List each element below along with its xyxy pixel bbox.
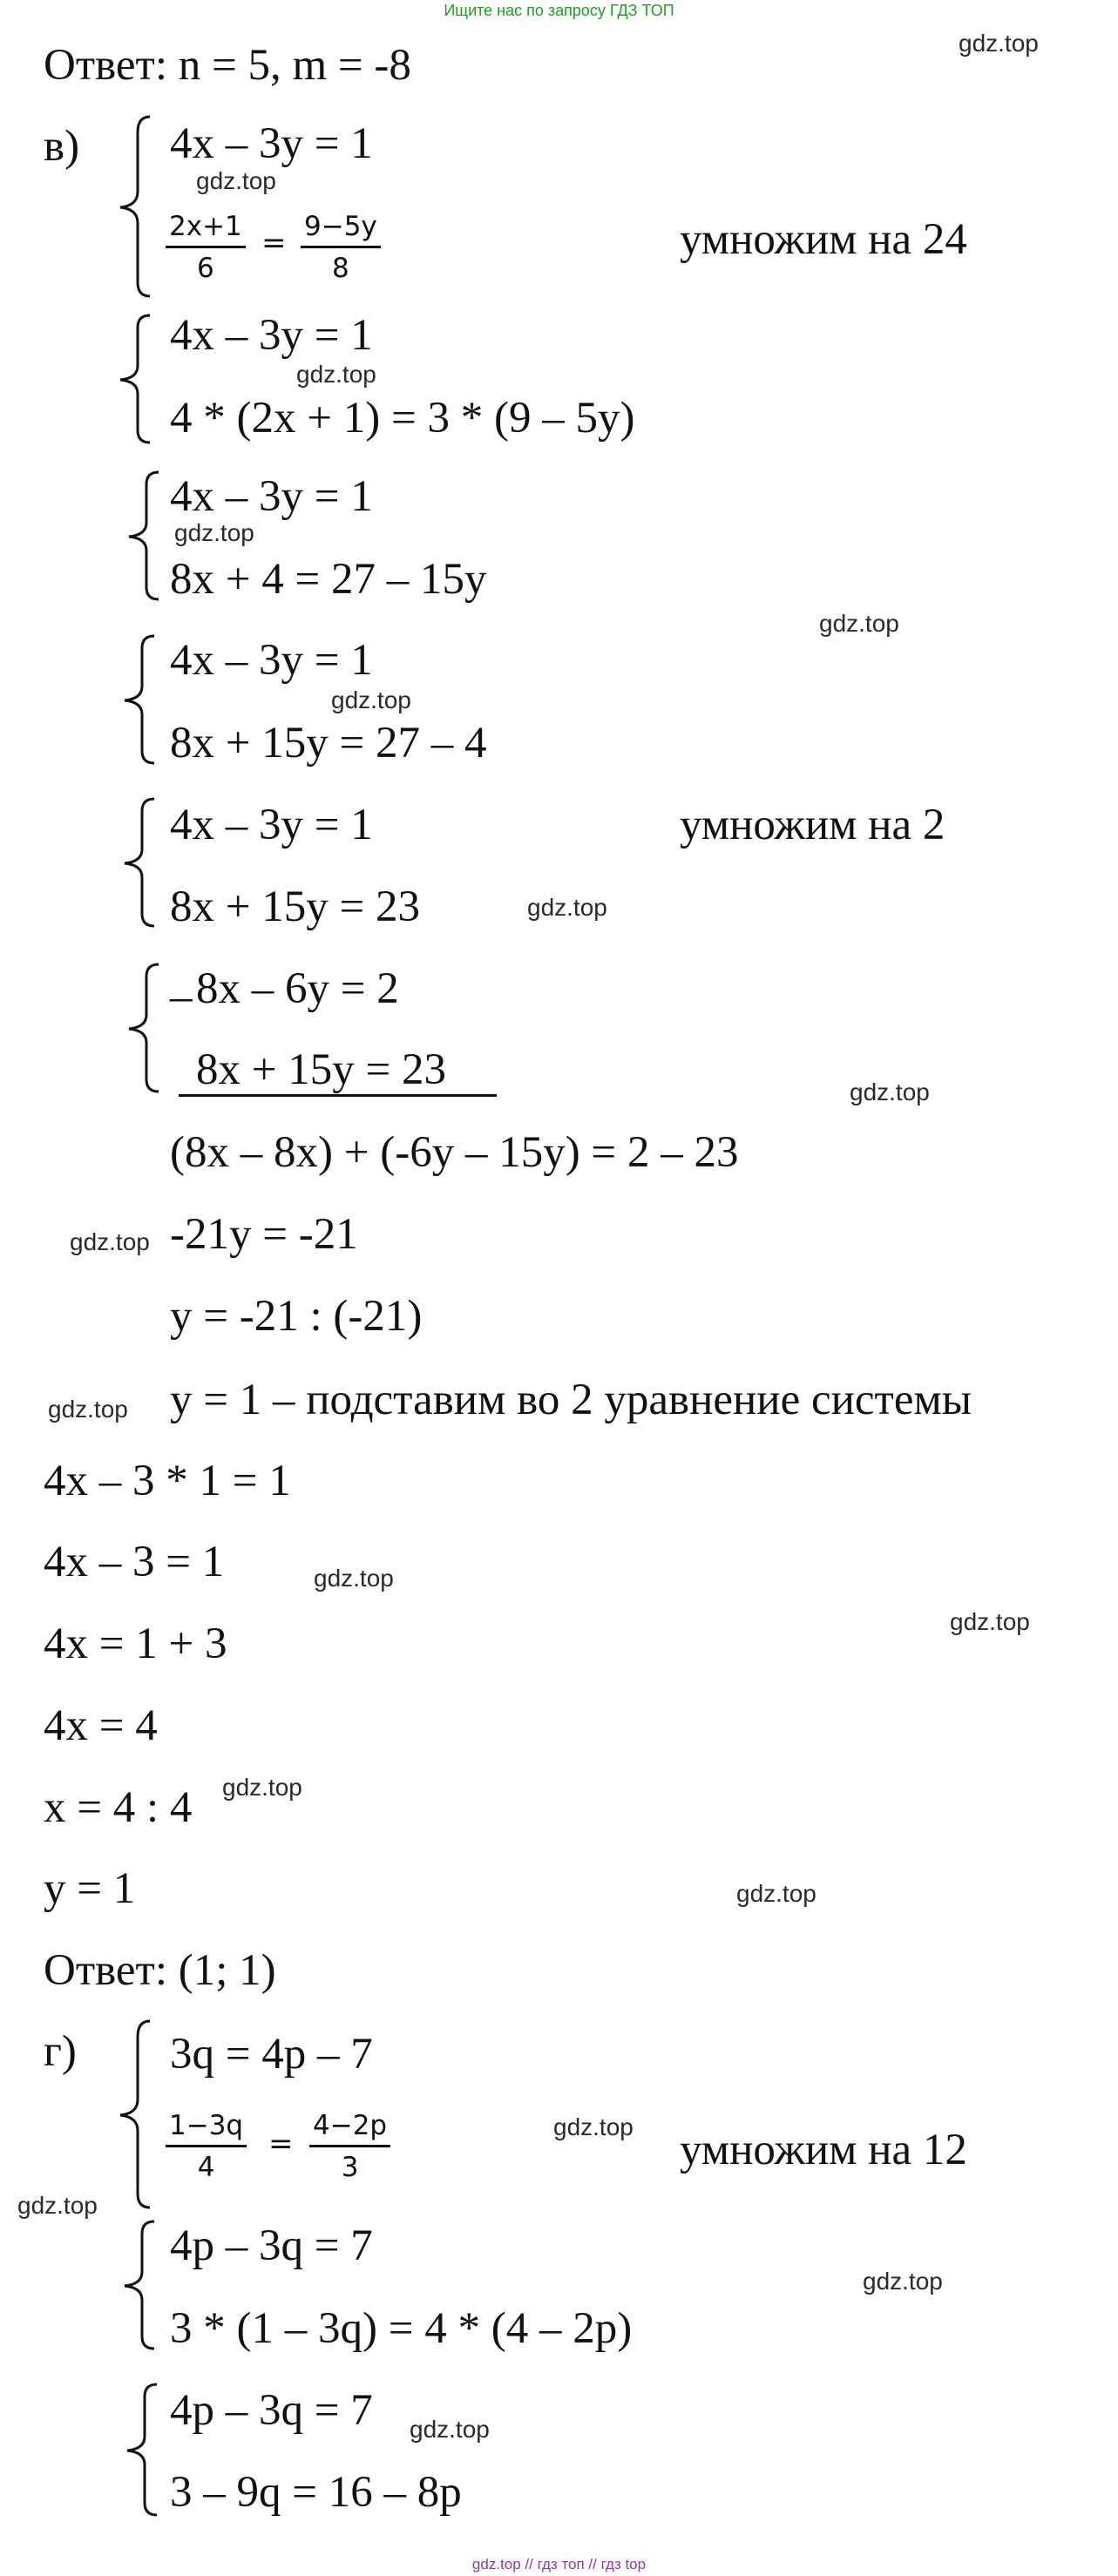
watermark: gdz.top [959,30,1039,57]
v-result-line5: 4x – 3 = 1 [44,1538,225,1586]
part-v-label: в) [44,122,80,171]
g-multiply-12-note: умножим на 12 [680,2126,967,2174]
v-multiply-24-note: умножим на 24 [680,215,967,264]
v-fraction-left-denominator: 6 [197,253,214,284]
g-system3-line1: 4p – 3q = 7 [170,2386,373,2435]
watermark: gdz.top [296,361,376,388]
g-fraction-left-numerator: 1−3q [169,2110,244,2141]
watermark: gdz.top [819,610,899,637]
watermark: gdz.top [222,1774,302,1801]
v-system6-line1: 8x – 6y = 2 [196,964,399,1013]
footer-note: gdz.top // гдз топ // гдз top [471,2556,647,2573]
watermark: gdz.top [950,1608,1030,1635]
watermark: gdz.top [70,1228,150,1255]
watermark: gdz.top [553,2113,634,2140]
v-result-line1: -21y = -21 [170,1210,358,1259]
v-system4-line2: 8x + 15y = 27 – 4 [170,719,487,767]
g-system1-line1: 3q = 4p – 7 [170,2030,373,2079]
v-result-line8: x = 4 : 4 [44,1783,193,1832]
g-fraction-equals: = [268,2126,294,2161]
v-result-line4: 4x – 3 * 1 = 1 [44,1457,291,1505]
v-subtraction-result: (8x – 8x) + (-6y – 15y) = 2 – 23 [170,1128,739,1177]
watermark: gdz.top [527,894,607,921]
v-fraction-left [166,213,246,282]
watermark: gdz.top [863,2268,943,2295]
v-system2-line2: 4 * (2x + 1) = 3 * (9 – 5y) [170,394,635,443]
v-subtraction-line [179,1094,497,1097]
v-multiply-2-note: умножим на 2 [680,801,945,849]
v-fraction-right-denominator: 8 [332,253,349,284]
watermark: gdz.top [850,1078,930,1105]
g-fraction-right [309,2110,390,2183]
system-brace-4 [109,634,161,765]
v-system3-line1: 4x – 3y = 1 [170,472,373,521]
part-g-label: г) [44,2027,77,2076]
system-brace-g2 [109,2220,161,2350]
v-system3-line2: 8x + 4 = 27 – 15y [170,555,487,604]
system-brace-2 [105,314,157,444]
watermark: gdz.top [174,519,254,546]
g-fraction-right-denominator: 3 [341,2152,359,2183]
v-fraction-right-numerator: 9−5y [304,211,377,242]
previous-answer: Ответ: n = 5, m = -8 [44,41,411,90]
v-system5-line2: 8x + 15y = 23 [170,882,421,931]
v-fraction-left-numerator: 2x+1 [169,211,242,242]
system-brace-5 [109,797,161,928]
g-system2-line2: 3 * (1 – 3q) = 4 * (4 – 2p) [170,2304,633,2353]
v-system6-line2: 8x + 15y = 23 [196,1045,447,1094]
header-note: Ищите нас по запросу ГДЗ ТОП [444,2,674,19]
v-fraction-equals: = [261,226,287,260]
v-system1-line1: 4x – 3y = 1 [170,119,373,168]
v-result-line6: 4x = 1 + 3 [44,1619,227,1668]
system-brace-g3 [112,2383,164,2518]
system-brace-g1 [105,2019,157,2209]
v-system4-line1: 4x – 3y = 1 [170,636,373,685]
g-fraction-left-denominator: 4 [197,2152,215,2183]
system-brace-6 [113,963,166,1093]
watermark: gdz.top [48,1396,128,1423]
watermark: gdz.top [314,1565,394,1592]
system-brace-3 [113,470,166,601]
v-fraction-right [301,213,381,282]
v-minus-sign: _ [170,957,193,1006]
v-system5-line1: 4x – 3y = 1 [170,801,373,849]
v-answer: Ответ: (1; 1) [44,1946,276,1995]
v-system2-line1: 4x – 3y = 1 [170,311,373,360]
v-result-line7: 4x = 4 [44,1701,158,1750]
g-fraction-left [166,2110,247,2183]
g-system3-line2: 3 – 9q = 16 – 8p [170,2468,462,2517]
v-result-line9: y = 1 [44,1864,136,1913]
v-result-line2: y = -21 : (-21) [170,1292,423,1341]
watermark: gdz.top [331,686,411,713]
watermark: gdz.top [196,167,276,194]
watermark: gdz.top [17,2192,98,2219]
watermark: gdz.top [410,2416,490,2443]
g-system2-line1: 4p – 3q = 7 [170,2221,373,2270]
v-result-line3: y = 1 – подставим во 2 уравнение системы [170,1376,972,1424]
g-fraction-right-numerator: 4−2p [313,2110,388,2141]
system-brace-1 [105,115,157,298]
watermark: gdz.top [736,1880,816,1907]
